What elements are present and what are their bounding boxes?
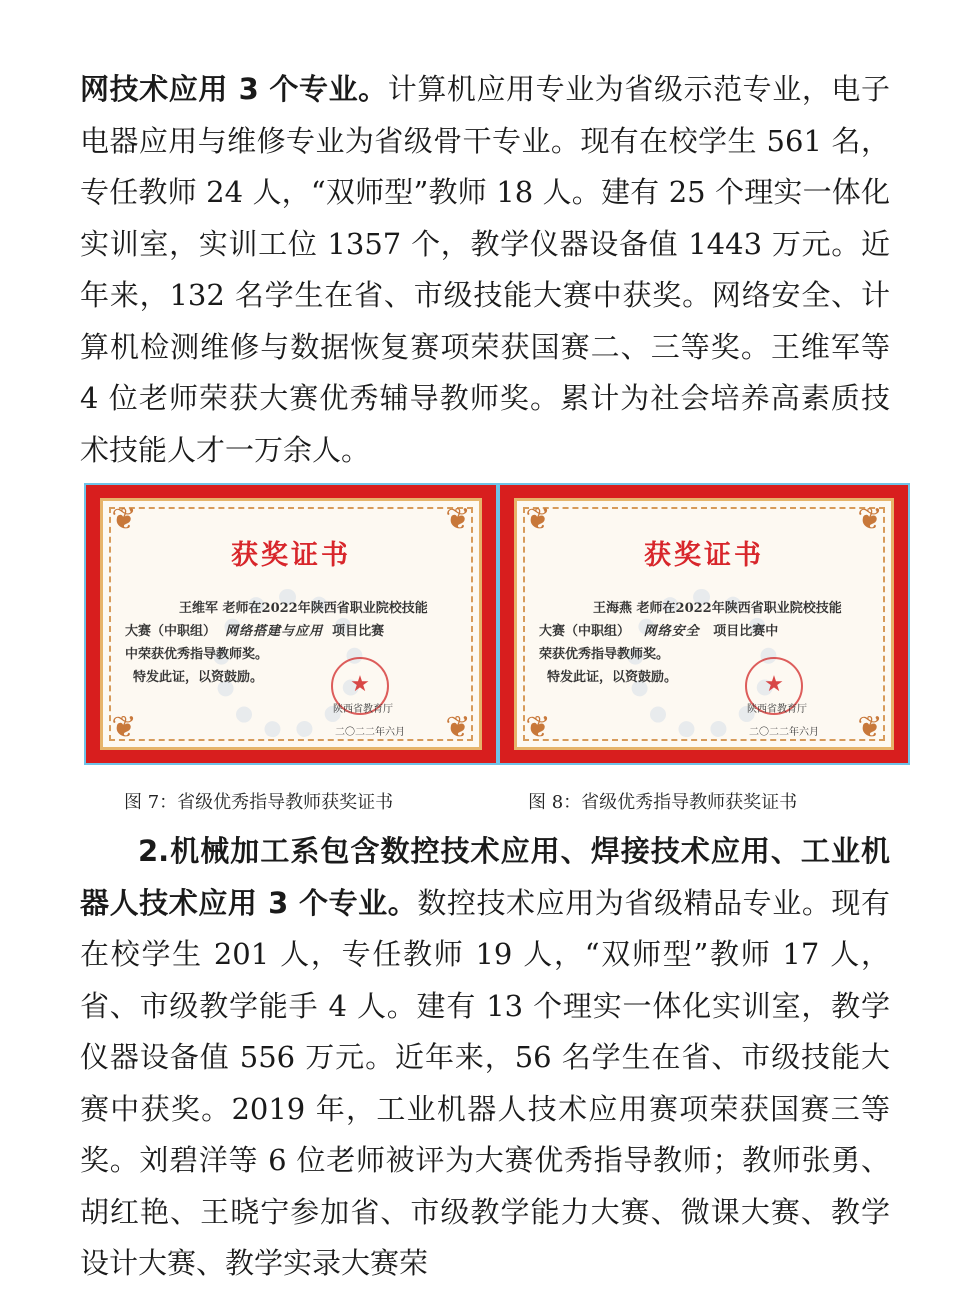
- certificate-issuer: 陕西省教育厅: [747, 704, 807, 715]
- paragraph-2: [80, 826, 890, 1290]
- recipient-name: 王维军: [179, 601, 219, 616]
- corner-ornament-icon: ❦: [111, 502, 137, 537]
- corner-ornament-icon: ❦: [445, 502, 471, 537]
- certificate-line-4: 特发此证，以资鼓励。: [133, 670, 264, 685]
- project-name: 网络安全: [643, 624, 700, 639]
- figure-caption-7: 图 7：省级优秀指导教师获奖证书: [124, 792, 394, 813]
- certificate-title: 获奖证书: [231, 540, 351, 571]
- certificate-line-2-suffix: 项目比赛: [332, 624, 385, 639]
- certificate-line-2-suffix: 项目比赛中: [713, 624, 779, 639]
- seal-star-icon: ★: [764, 672, 784, 697]
- corner-ornament-icon: ❦: [525, 502, 551, 537]
- certificate-text: [125, 597, 463, 689]
- certificate-frame: [514, 498, 894, 750]
- certificate-title: 获奖证书: [644, 540, 764, 571]
- corner-ornament-icon: ❦: [857, 710, 883, 745]
- corner-ornament-icon: ❦: [111, 710, 137, 745]
- certificate-line-4: 特发此证，以资鼓励。: [547, 670, 678, 685]
- figure-caption-8: 图 8：省级优秀指导教师获奖证书: [528, 792, 798, 813]
- certificate-date: 二〇二二年六月: [335, 727, 405, 738]
- project-name: 网络搭建与应用: [225, 624, 324, 639]
- certificate-issuer: 陕西省教育厅: [333, 704, 393, 715]
- corner-ornament-icon: ❦: [857, 502, 883, 537]
- corner-ornament-icon: ❦: [445, 710, 471, 745]
- certificate-photo-2: [500, 485, 908, 763]
- paragraph-2-body: 数控技术应用为省级精品专业。现有在校学生 201 人，专任教师 19 人，“双师型”教师 17 人，省、市级教学能手 4 人。建有 13 个理实一体化实训室，教学仪器设备值 556 万元。近年来，56 名学生在省、市级技能大赛中获奖。2019 年，工业机器人技术应用赛项荣获国赛三等奖。刘碧洋等 6 位老师被评为大赛优秀指导教师；教师张勇、胡红艳、王晓宁参加省、市级教学能力大赛、微课大赛、教学设计大赛、教学实录大赛荣: [80, 885, 890, 1280]
- certificate-line-2-prefix: 大赛（中职组）: [539, 624, 631, 639]
- certificate-line-2-prefix: 大赛（中职组）: [125, 624, 217, 639]
- certificate-photo-1: [86, 485, 496, 763]
- recipient-name: 王海燕: [593, 601, 633, 616]
- certificate-line-3: 荣获优秀指导教师奖。: [539, 647, 670, 662]
- certificate-line-1: 老师在2022年陕西省职业院校技能: [222, 601, 428, 616]
- paragraph-1-lead: 网技术应用 3 个专业。: [80, 72, 388, 106]
- corner-ornament-icon: ❦: [525, 710, 551, 745]
- certificate-line-1: 老师在2022年陕西省职业院校技能: [636, 601, 842, 616]
- paragraph-1-body: 计算机应用专业为省级示范专业，电子电器应用与维修专业为省级骨干专业。现有在校学生 561 名，专任教师 24 人，“双师型”教师 18 人。建有 25 个理实一体化实训室，实训工位 1357 个，教学仪器设备值 1443 万元。近年来，132 名学生在省、市级技能大赛中获奖。网络安全、计算机检测维修与数据恢复赛项荣获国赛二、三等奖。王维军等 4 位老师荣获大赛优秀辅导教师奖。累计为社会培养高素质技术技能人才一万余人。: [80, 72, 890, 467]
- seal-star-icon: ★: [350, 672, 370, 697]
- certificate-line-3: 中荣获优秀指导教师奖。: [125, 647, 269, 662]
- certificate-frame: [100, 498, 482, 750]
- paragraph-2-lead: 2.机械加工系包含数控技术应用、焊接技术应用、工业机器人技术应用 3 个专业。: [80, 834, 890, 920]
- paragraph-1: [80, 64, 890, 476]
- certificate-text: [539, 597, 875, 689]
- certificate-date: 二〇二二年六月: [749, 727, 819, 738]
